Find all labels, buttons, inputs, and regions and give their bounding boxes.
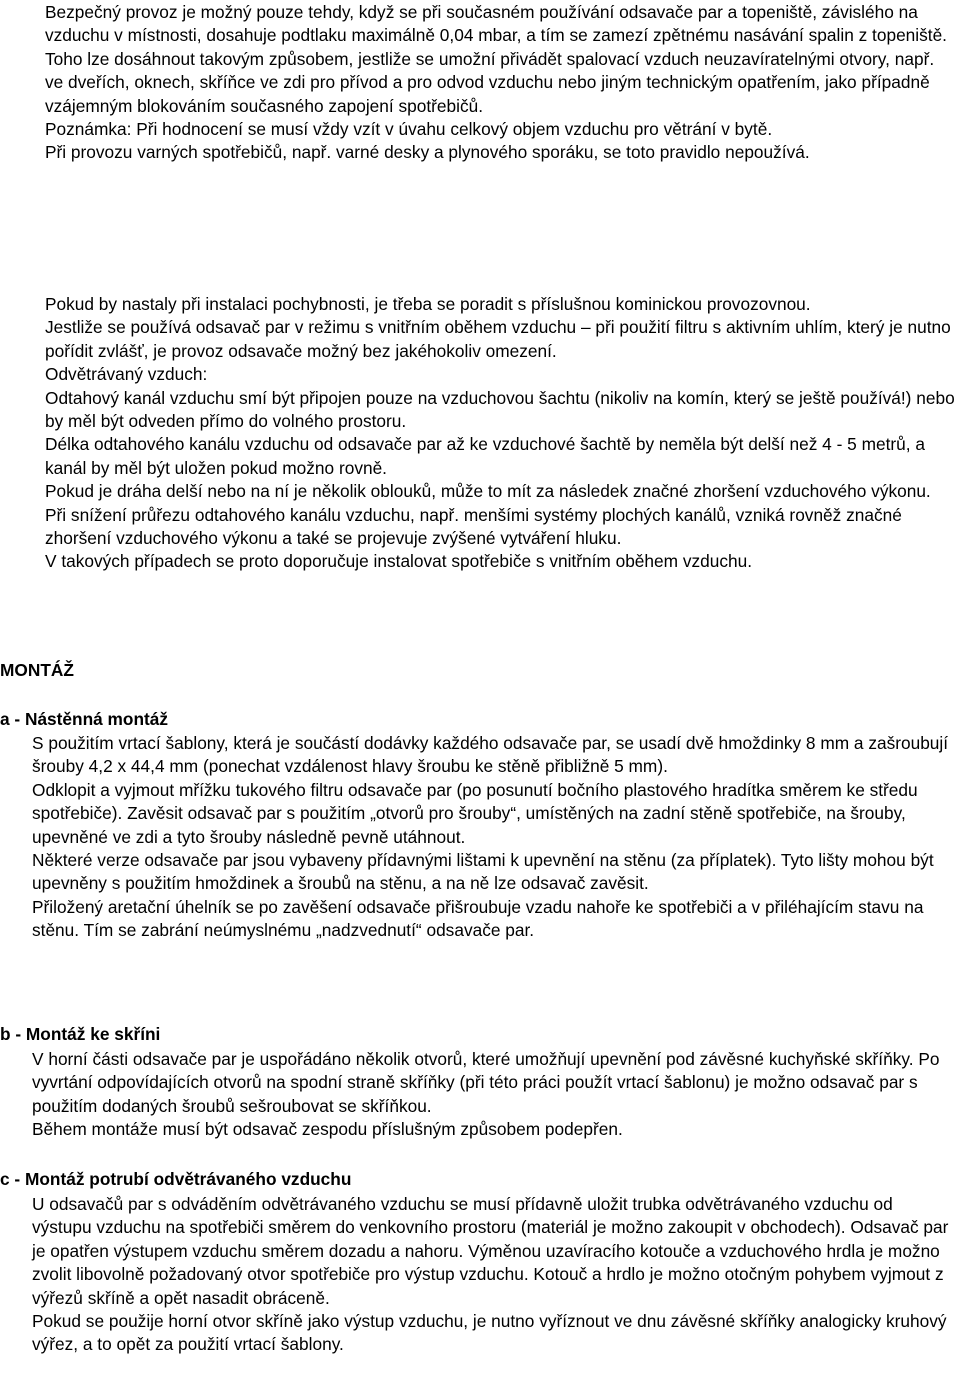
exhaust-paragraph-5: Délka odtahového kanálu vzduchu od odsavače par až ke vzduchové šachtě by neměla být delší než 4 - 5 metrů, a kanál by měl být uložen pokud možno rovně. — [45, 434, 925, 478]
wall-mount-paragraph-2: Odklopit a vyjmout mřížku tukového filtru odsavače par (po posunutí bočního plastového hradítka směrem ke středu spotřebiče). Zavěsit odsavač par s použitím „otvorů pro šrouby“, umístěných na zadní stěně spotřebiče, na šrouby, upevněné ve zdi a tyto šrouby následně pevně utáhnout. — [32, 779, 918, 847]
exhaust-paragraph-7: Při snížení průřezu odtahového kanálu vzduchu, např. menšími systémy plochých kanálů, vzniká rovněž značné zhoršení vzduchového výkonu a také se projevuje zvýšené vytváření hluku. — [45, 504, 902, 549]
exhaust-paragraph-8: V takových případech se proto doporučuje instalovat spotřebiče s vnitřním oběhem vzduchu. — [45, 551, 753, 572]
duct-mount-paragraph-2: Pokud se použije horní otvor skříně jako výstup vzduchu, je nutno vyříznout ve dnu závěsné skříňky analogicky kruhový výřez, a to opět za použití vrtací šablony. — [32, 1311, 947, 1355]
duct-mount-heading: c - Montáž potrubí odvětrávaného vzduchu — [0, 1169, 352, 1189]
cabinet-mount-paragraph-2: Během montáže musí být odsavač zespodu příslušným způsobem podepřen. — [32, 1119, 623, 1140]
exhaust-section — [45, 293, 957, 574]
exhaust-subheading: Odvětrávaný vzduch: — [45, 364, 208, 385]
duct-mount-section — [32, 1193, 956, 1357]
duct-mount-paragraph-1: U odsavačů par s odváděním odvětrávaného vzduchu se musí přídavně uložit trubka odvětrávaného vzduchu od výstupu vzduchu na spotřebiči směrem do venkovního prostoru (materiál je možno zakoupit v obchodech). Odsavač par je opatřen výstupem vzduchu směrem dozadu a nahoru. Výměnou uzavíracího kotouče a vzduchového hrdla je možno zvolit libovolně požadovaný otvor spotřebiče pro výstup vzduchu. Kotouč a hrdlo je možno otočným pohybem vyjmout z výřezů skříně a opět nasadit obráceně. — [32, 1194, 949, 1308]
wall-mount-paragraph-4: Přiložený aretační úhelník se po zavěšení odsavače přišroubuje vzadu nahoře ke spotřebiči a v přiléhajícím stavu na stěnu. Tím se zabrání neúmyslnému „nadzvednutí“ odsavače par. — [32, 896, 924, 941]
wall-mount-section — [32, 732, 956, 943]
exhaust-paragraph-2: Jestliže se používá odsavač par v režimu s vnitřním oběhem vzduchu – při použití filtru s aktivním uhlím, který je nutno pořídit zvlášť, je provoz odsavače možný bez jakéhokoliv omezení. — [45, 317, 951, 361]
intro-paragraph-1: Bezpečný provoz je možný pouze tehdy, když se při současném používání odsavače par a topeniště, závislého na vzduchu v místnosti, dosahuje podtlaku maximálně 0,04 mbar, a tím se zamezí zpětnému nasávání spalin z topeniště. — [45, 2, 947, 46]
intro-note: Poznámka: Při hodnocení se musí vždy vzít v úvahu celkový objem vzduchu pro větrání v bytě. — [45, 119, 773, 140]
cabinet-mount-heading: b - Montáž ke skříni — [0, 1024, 161, 1044]
wall-mount-heading: a - Nástěnná montáž — [0, 709, 169, 729]
cabinet-mount-paragraph-1: V horní části odsavače par je uspořádáno několik otvorů, které umožňují upevnění pod závěsné kuchyňské skříňky. Po vyvrtání odpovídajících otvorů na spodní straně skříňky (při této práci použít vrtací šablonu) je možno odsavač par s použitím dodaných šroubů sešroubovat se skříňkou. — [32, 1049, 940, 1116]
cabinet-mount-section — [32, 1048, 956, 1142]
intro-paragraph-2: Toho lze dosáhnout takovým způsobem, jestliže se umožní přivádět spalovací vzduch neuzavíratelnými otvory, např. ve dveřích, oknech, skříňce ve zdi pro přívod a pro odvod vzduchu nebo jiným technickým opatřením, jako případně vzájemným blokováním současného zapojení spotřebičů. — [45, 48, 935, 116]
intro-paragraph-4: Při provozu varných spotřebičů, např. varné desky a plynového sporáku, se toto pravidlo nepoužívá. — [45, 142, 810, 163]
exhaust-paragraph-4: Odtahový kanál vzduchu smí být připojen pouze na vzduchovou šachtu (nikoliv na komín, který se ještě používá!) nebo by měl být odveden přímo do volného prostoru. — [45, 387, 955, 432]
montaz-heading: MONTÁŽ — [0, 660, 74, 680]
exhaust-paragraph-6: Pokud je dráha delší nebo na ní je několik oblouků, může to mít za následek značné zhoršení vzduchového výkonu. — [45, 481, 931, 502]
intro-section — [45, 1, 957, 165]
exhaust-paragraph-1: Pokud by nastaly při instalaci pochybnosti, je třeba se poradit s příslušnou kominickou provozovnou. — [45, 294, 811, 314]
wall-mount-paragraph-3: Některé verze odsavače par jsou vybaveny přídavnými lištami k upevnění na stěnu (za příplatek). Tyto lišty mohou být upevněny s použitím hmoždinek a šroubů na stěnu, a na ně lze odsavač zavěsit. — [32, 850, 934, 894]
wall-mount-paragraph-1: S použitím vrtací šablony, která je součástí dodávky každého odsavače par, se usadí dvě hmoždinky 8 mm a zašroubují šrouby 4,2 x 44,4 mm (ponechat vzdálenost hlavy šroubu ke stěně přibližně 5 mm). — [32, 733, 949, 777]
